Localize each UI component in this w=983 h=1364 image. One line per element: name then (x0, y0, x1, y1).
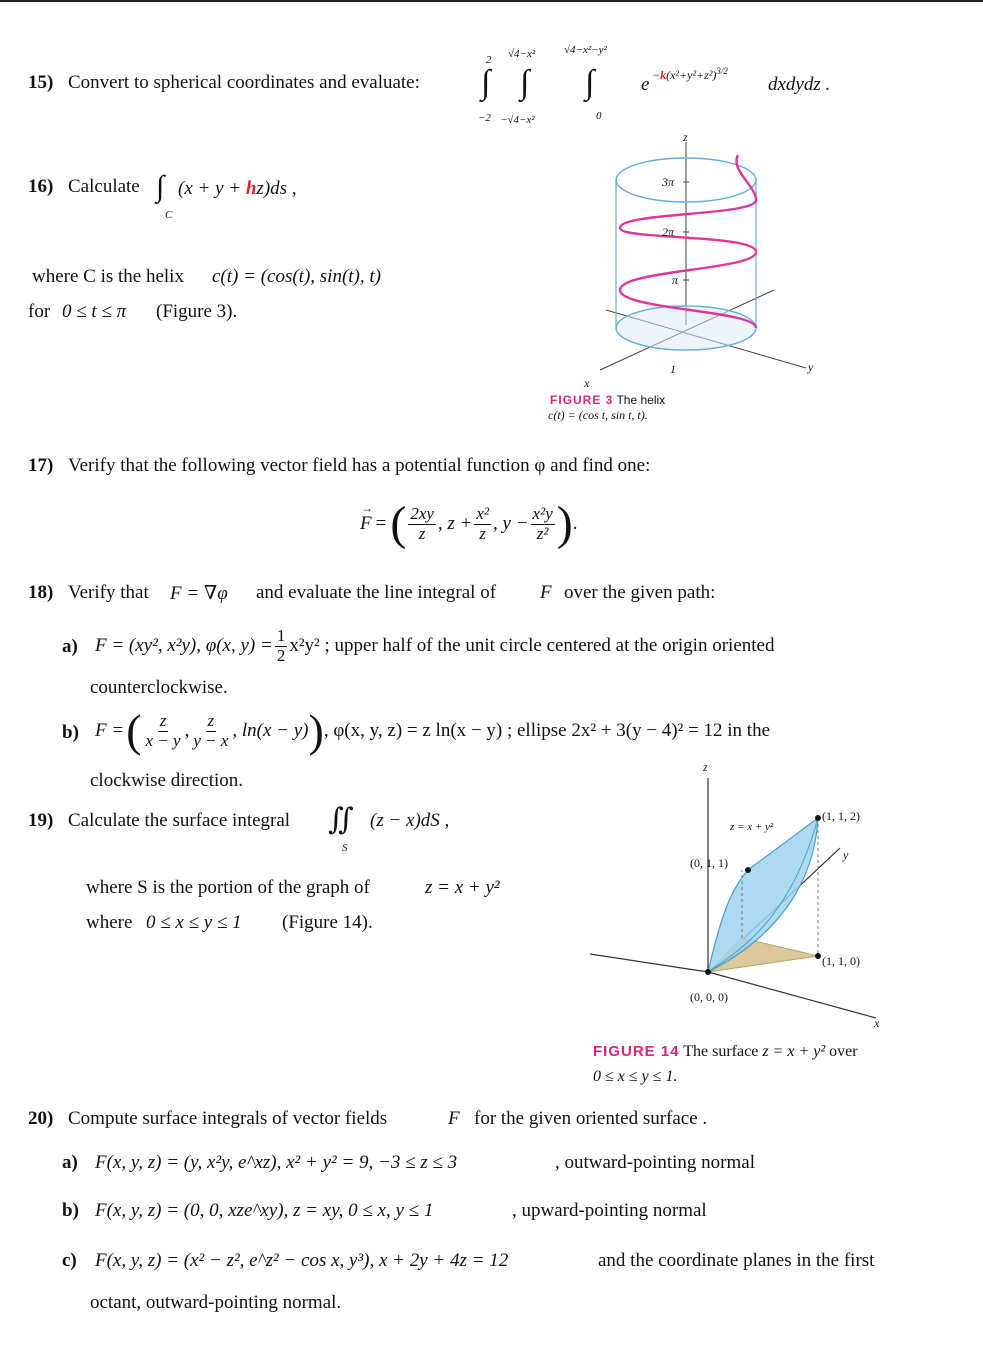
period: . (572, 513, 578, 534)
integral-sign-outer: ∫ (481, 64, 491, 101)
horizontal-axis-line (590, 954, 708, 972)
F-vector: → F (360, 501, 373, 534)
surface-intro: where S is the portion of the graph of (86, 877, 370, 898)
z-axis-label: z (683, 130, 688, 144)
tick-2pi: 2π (662, 225, 675, 239)
surface-label: z = x + y² (730, 821, 774, 833)
top-border (0, 0, 983, 2)
part-b-label: b) (62, 1200, 79, 1221)
problem-number: 18) (28, 582, 54, 603)
integrand: (x + y + hz)ds , (178, 178, 297, 199)
part-b-expression: F(x, y, z) = (0, 0, xze^xy), z = xy, 0 ≤ x, y ≤ 1 (95, 1200, 434, 1221)
left-paren: ( (390, 497, 407, 550)
b-component-1: $\frac{z}{x - y}$ (145, 710, 181, 750)
inner-lower-limit: 0 (596, 110, 602, 122)
component-2-fraction: $\frac{\text{x²}}{z}$ (476, 503, 490, 543)
figure-3-caption: FIGURE 3 The helix (550, 393, 666, 407)
outer-upper-limit: 2 (486, 54, 492, 66)
vector-field-equation (360, 492, 577, 556)
point-112 (815, 815, 821, 821)
b-component-2: $\frac{z}{y - x}$ (193, 710, 229, 750)
integrand-exponent: $-k(x^2+y^2+z^2)^{3/2}$ (652, 66, 728, 82)
helix-expression: c(t) = (cos(t), sin(t), t) (212, 266, 381, 287)
figure-reference: (Figure 3). (156, 301, 238, 322)
problem-number: 17) (28, 455, 54, 476)
part-b-label: b) (62, 722, 79, 743)
figure-3-caption-formula: c(t) = (cos t, sin t, t). (548, 408, 648, 422)
integral-sign-mid: ∫ (520, 64, 530, 101)
problem-text: Calculate the surface integral (68, 810, 291, 831)
point-112-label: (1, 1, 2) (822, 809, 860, 823)
cylinder-bottom (616, 306, 756, 350)
differentials: dxdydz . (768, 74, 831, 95)
component-2-prefix: , z + (437, 513, 473, 534)
part-b-expression: F = ( $\frac{z}{x - y}$ , $\frac{z}{y - x}$ , ln(x − y) ) , φ(x, y, z) = z ln(x − y) ; ellipse 2x² + 3(y − 4)² = 12 in the (95, 705, 771, 756)
figure-reference: (Figure 14). (282, 912, 373, 933)
figure-14-caption-line2: 0 ≤ x ≤ y ≤ 1. (593, 1068, 678, 1085)
integral-sign-inner: ∫ (585, 64, 595, 101)
y-axis-label: y (843, 848, 849, 862)
mid-upper-limit: √4−x² (508, 48, 536, 60)
point-110-label: (1, 1, 0) (822, 954, 860, 968)
helix-figure (560, 120, 830, 390)
surface-expression: z = x + y² (425, 877, 500, 898)
figure-14-caption: FIGURE 14 The surface z = x + y² over (593, 1043, 858, 1060)
part-a-label: a) (62, 1152, 78, 1173)
point-000-label: (0, 0, 0) (690, 990, 728, 1004)
part-a-line2: counterclockwise. (90, 677, 228, 698)
part-a-label: a) (62, 636, 78, 657)
problem-text: Calculate (68, 176, 140, 197)
problem-text: Compute surface integrals of vector fields (68, 1108, 388, 1129)
integrand-base: e (641, 74, 650, 95)
problem-number: 20) (28, 1108, 54, 1129)
equals-sign: = (375, 513, 387, 534)
problem-text-b: and evaluate the line integral of (256, 582, 497, 603)
part-c-label: c) (62, 1250, 77, 1271)
component-3-prefix: , y − (493, 513, 529, 534)
component-1: $\frac{2xy}{z}$ (410, 503, 434, 543)
one-half: $\frac{1}{2}$ (276, 625, 286, 665)
problem-text: Convert to spherical coordinates and evaluate: (68, 72, 420, 93)
point-000 (705, 969, 711, 975)
mid-lower-limit: −√4−x² (500, 114, 535, 126)
outer-lower-limit: −2 (478, 112, 491, 124)
problem-number: 16) (28, 176, 54, 197)
gradient-relation: F = ∇φ (170, 583, 228, 604)
surface-integral-sign: ∬ (328, 803, 354, 836)
tick-3pi: 3π (662, 175, 675, 189)
part-a-expression: F = (xy², x²y), φ(x, y) = $\frac{1}{2}$ x²y² ; upper half of the unit circle centered at the origin oriented (95, 625, 775, 665)
inner-upper-limit: √4−x²−y² (564, 44, 607, 56)
F-symbol: F (448, 1108, 460, 1129)
problem-number: 19) (28, 810, 54, 831)
integral-subscript: S (342, 842, 348, 854)
y-axis-label: y (808, 360, 814, 374)
range-expression: 0 ≤ t ≤ π (62, 301, 127, 322)
range-expression: 0 ≤ x ≤ y ≤ 1 (146, 912, 242, 933)
point-011 (745, 867, 751, 873)
helix-curve (620, 155, 756, 328)
point-011-label: (0, 1, 1) (690, 856, 728, 870)
part-c-tail: and the coordinate planes in the first (598, 1250, 875, 1271)
problem-text: Verify that (68, 582, 149, 603)
F-symbol: F (540, 582, 552, 603)
part-b-tail: , upward-pointing normal (512, 1200, 707, 1221)
problem-number: 15) (28, 72, 54, 93)
x-axis-line (708, 972, 876, 1018)
right-paren: ) (556, 497, 573, 550)
part-c-expression: F(x, y, z) = (x² − z², e^z² − cos x, y³), x + 2y + 4z = 12 (95, 1250, 509, 1271)
range-where: where (86, 912, 133, 933)
problem-text-b: for the given oriented surface . (474, 1108, 708, 1129)
part-a-expression: F(x, y, z) = (y, x²y, e^xz), x² + y² = 9, −3 ≤ z ≤ 3 (95, 1152, 458, 1173)
tick-1: 1 (670, 362, 676, 376)
integrand: (z − x)dS , (370, 810, 450, 831)
component-3-fraction: $\frac{\text{x²y}}{\text{z²}}$ (532, 503, 553, 543)
tick-pi: π (672, 273, 679, 287)
z-axis-label: z (703, 760, 708, 774)
line-integral-sign: ∫ (156, 170, 165, 203)
point-110 (815, 953, 821, 959)
surface-figure (590, 760, 910, 1040)
problem-text-c: over the given path: (564, 582, 716, 603)
problem-text: Verify that the following vector field has a potential function φ and find one: (68, 455, 651, 476)
helix-intro: where C is the helix (32, 266, 184, 287)
range-for: for (28, 301, 51, 322)
x-axis-label: x (584, 376, 590, 390)
x-axis-label: x (874, 1016, 880, 1030)
integral-subscript: C (165, 209, 173, 221)
part-b-line2: clockwise direction. (90, 770, 244, 791)
part-c-line2: octant, outward-pointing normal. (90, 1292, 342, 1313)
part-a-tail: , outward-pointing normal (555, 1152, 755, 1173)
